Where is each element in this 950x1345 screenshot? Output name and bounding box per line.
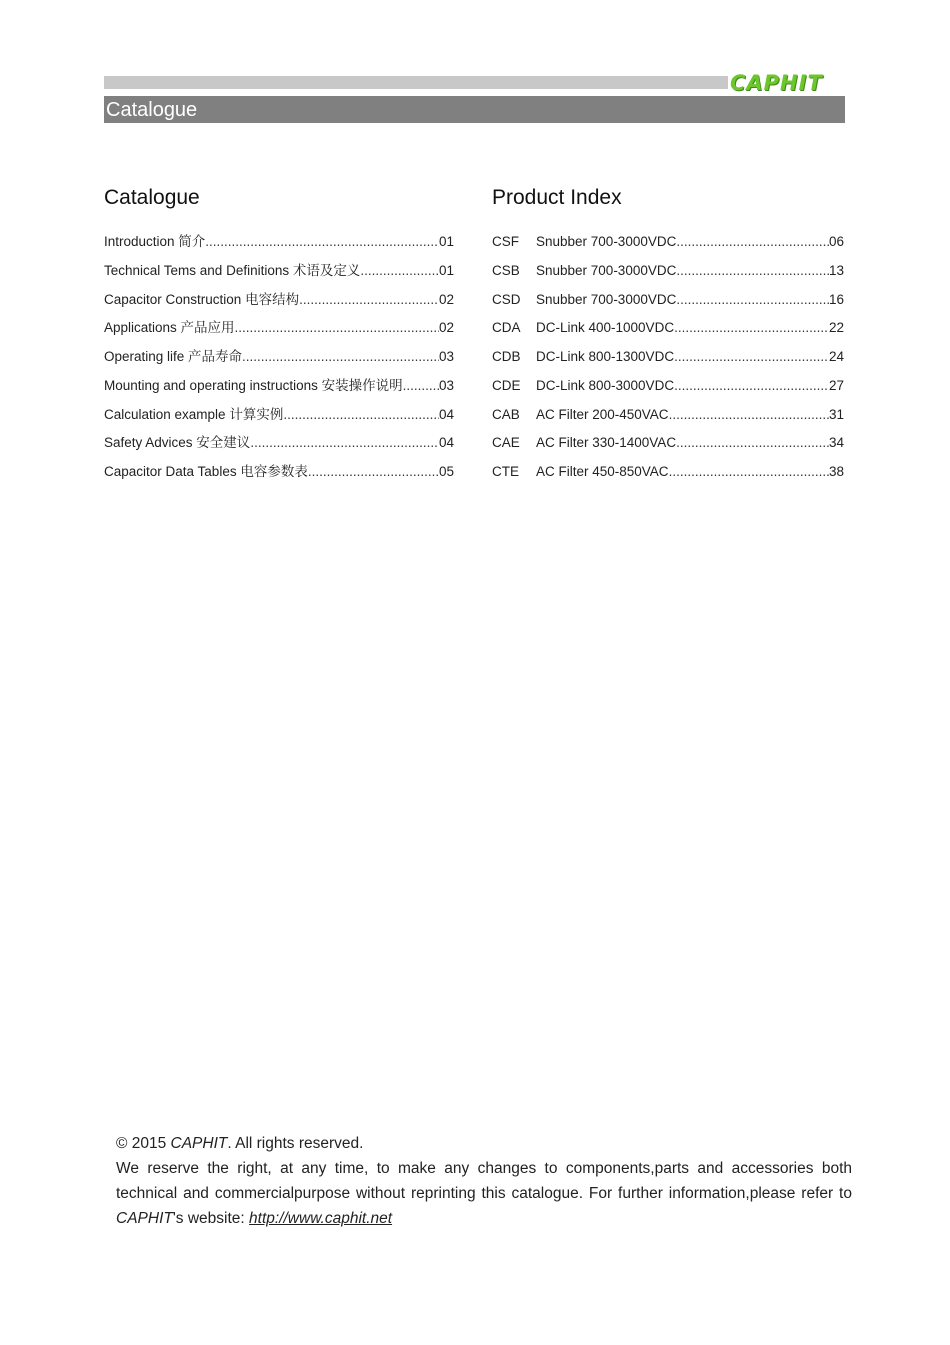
dot-leader — [283, 405, 439, 425]
catalogue-item-page: 03 — [438, 349, 454, 364]
product-index-item[interactable] — [492, 405, 844, 434]
catalogue-item[interactable] — [104, 318, 454, 347]
catalogue-list — [104, 232, 454, 491]
product-index-item[interactable] — [492, 318, 844, 347]
catalogue-item-page: 02 — [438, 320, 454, 336]
footer — [116, 1131, 852, 1231]
product-label: Snubber 700-3000VDC — [536, 291, 677, 307]
catalogue-item[interactable] — [104, 433, 454, 462]
header-title: Catalogue — [106, 99, 198, 121]
header-band — [104, 96, 845, 123]
catalogue-item-label: Introduction 简介 — [104, 234, 206, 249]
catalogue-item-page: 04 — [438, 406, 454, 422]
disclaimer-website-label: 's website: — [172, 1210, 250, 1227]
catalogue-item-page: 02 — [438, 291, 454, 307]
copyright-brand: CAPHIT — [170, 1135, 228, 1152]
product-code: CSF — [492, 234, 519, 249]
dot-leader — [360, 261, 439, 281]
product-index-item[interactable] — [492, 462, 844, 491]
catalogue-item[interactable] — [104, 290, 454, 319]
catalogue-item[interactable] — [104, 405, 454, 434]
disclaimer-brand: CAPHIT — [116, 1210, 173, 1227]
disclaimer-paragraph — [116, 1156, 852, 1231]
dot-leader — [299, 290, 439, 310]
product-label: DC-Link 400-1000VDC — [536, 320, 675, 336]
product-page: 27 — [828, 377, 844, 393]
product-code: CSD — [492, 291, 521, 307]
product-label: Snubber 700-3000VDC — [536, 262, 677, 278]
product-code: CAE — [492, 435, 520, 451]
dot-leader — [674, 318, 829, 338]
product-page: 16 — [828, 291, 844, 307]
catalogue-item[interactable] — [104, 462, 454, 491]
dot-leader — [674, 376, 829, 396]
product-code: CAB — [492, 406, 520, 422]
disclaimer-text: We reserve the right, at any time, to make any changes to components,parts and accessories both technical and commercialpurpose without reprinting this catalogue. For further information,please refer to — [116, 1160, 852, 1202]
dot-leader — [403, 376, 439, 396]
catalogue-item-page: 05 — [438, 464, 454, 479]
header-top-bar — [104, 76, 728, 89]
dot-leader — [669, 462, 829, 482]
dot-leader — [250, 433, 439, 453]
product-label: AC Filter 450-850VAC — [536, 464, 669, 479]
dot-leader — [669, 405, 829, 425]
copyright-prefix: © 2015 — [116, 1135, 171, 1152]
catalogue-item[interactable] — [104, 261, 454, 290]
product-label: DC-Link 800-1300VDC — [536, 349, 675, 364]
product-page: 22 — [828, 320, 844, 336]
product-index-title: Product Index — [492, 186, 622, 209]
dot-leader — [676, 290, 829, 310]
dot-leader — [205, 232, 439, 252]
product-page: 13 — [828, 262, 844, 278]
product-index-list — [492, 232, 844, 491]
dot-leader — [674, 347, 829, 367]
product-code: CDE — [492, 377, 521, 393]
product-label: DC-Link 800-3000VDC — [536, 377, 675, 393]
catalogue-item[interactable] — [104, 376, 454, 405]
catalogue-title: Catalogue — [104, 186, 200, 209]
catalogue-item[interactable] — [104, 347, 454, 376]
product-index-item[interactable] — [492, 232, 844, 261]
dot-leader — [242, 347, 439, 367]
dot-leader — [676, 261, 829, 281]
product-code: CTE — [492, 464, 519, 479]
product-index-item[interactable] — [492, 290, 844, 319]
product-index-item[interactable] — [492, 347, 844, 376]
catalogue-item-label: Applications 产品应用 — [104, 320, 235, 336]
product-page: 34 — [828, 435, 844, 451]
catalogue-item-label: Capacitor Data Tables 电容参数表 — [104, 464, 308, 479]
catalogue-item-label: Safety Advices 安全建议 — [104, 435, 251, 451]
catalogue-item-label: Mounting and operating instructions 安装操作说明 — [104, 377, 403, 393]
product-label: Snubber 700-3000VDC — [536, 234, 677, 249]
dot-leader — [676, 433, 829, 453]
product-label: AC Filter 330-1400VAC — [536, 435, 677, 451]
catalogue-item-page: 03 — [438, 377, 454, 393]
product-page: 06 — [828, 234, 844, 249]
caphit-logo: CAPHIT — [730, 71, 823, 95]
product-index-item[interactable] — [492, 376, 844, 405]
catalogue-item[interactable] — [104, 232, 454, 261]
catalogue-item-label: Operating life 产品寿命 — [104, 349, 243, 364]
product-page: 31 — [828, 406, 844, 422]
product-code: CSB — [492, 262, 520, 278]
product-page: 24 — [828, 349, 844, 364]
copyright-suffix: . All rights reserved. — [227, 1135, 364, 1152]
dot-leader — [235, 318, 439, 338]
copyright-line — [116, 1131, 852, 1156]
product-code: CDA — [492, 320, 521, 336]
catalogue-item-label: Calculation example 计算实例 — [104, 406, 284, 422]
dot-leader — [308, 462, 439, 482]
catalogue-item-page: 04 — [438, 435, 454, 451]
product-page: 38 — [828, 464, 844, 479]
catalogue-item-label: Technical Tems and Definitions 术语及定义 — [104, 262, 361, 278]
product-index-item[interactable] — [492, 433, 844, 462]
catalogue-item-page: 01 — [438, 262, 454, 278]
dot-leader — [676, 232, 829, 252]
product-code: CDB — [492, 349, 521, 364]
catalogue-item-page: 01 — [438, 234, 454, 249]
product-label: AC Filter 200-450VAC — [536, 406, 669, 422]
catalogue-item-label: Capacitor Construction 电容结构 — [104, 291, 300, 307]
product-index-item[interactable] — [492, 261, 844, 290]
website-link[interactable]: http://www.caphit.net — [249, 1210, 393, 1227]
